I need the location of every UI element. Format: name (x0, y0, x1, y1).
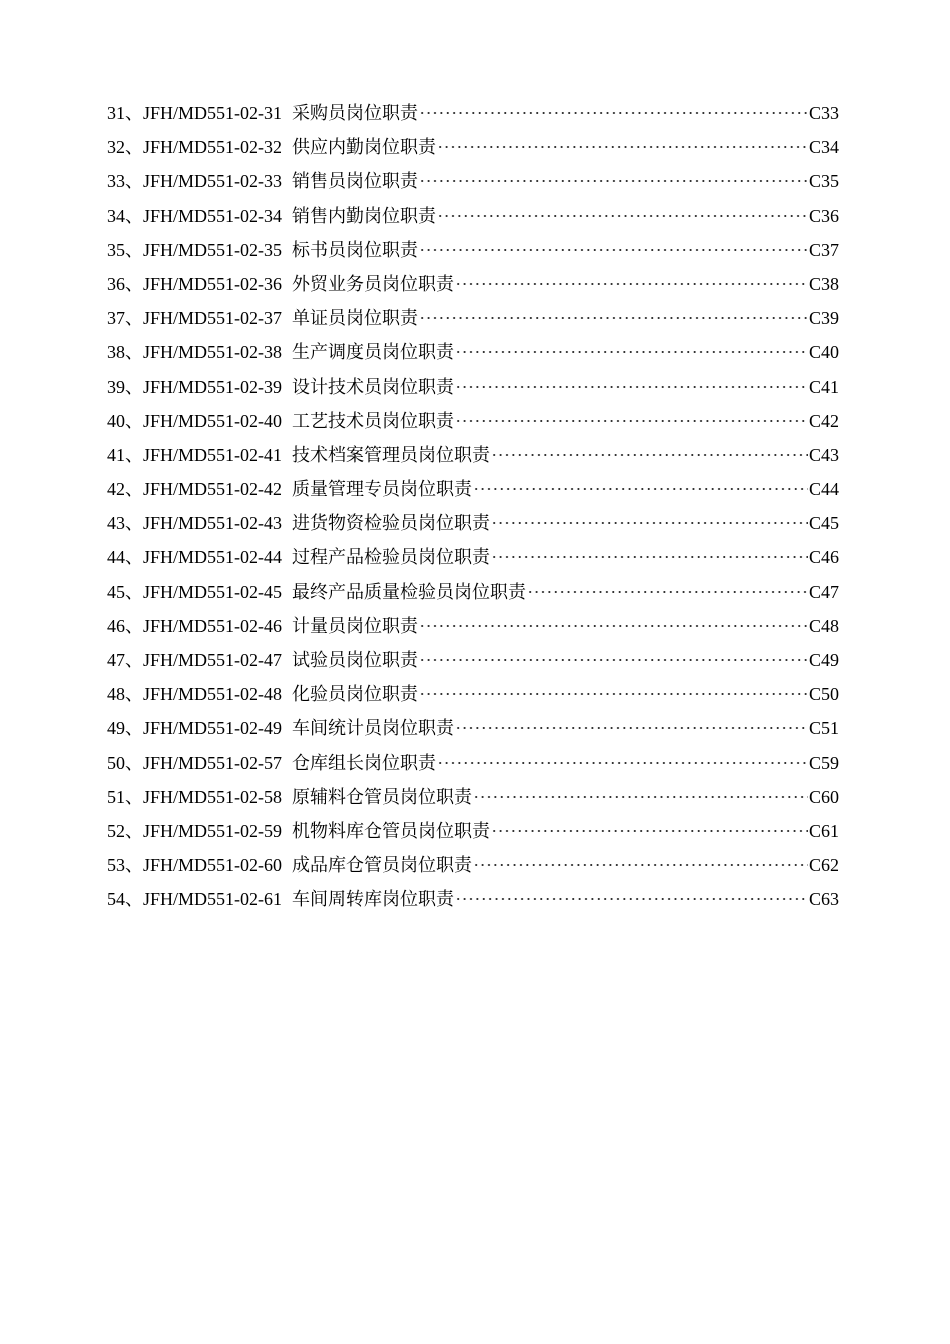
toc-entry[interactable] (107, 438, 839, 472)
toc-entry[interactable] (107, 609, 839, 643)
toc-entry-code: JFH/MD551-02-49 (143, 718, 283, 739)
toc-entry-code: JFH/MD551-02-40 (143, 410, 283, 431)
toc-entry-index: 32、 (107, 137, 143, 158)
toc-entry[interactable] (107, 96, 839, 130)
toc-entry-title: 生产调度员岗位职责 (292, 342, 455, 363)
toc-entry-code: JFH/MD551-02-32 (143, 137, 283, 158)
toc-entry[interactable] (107, 335, 839, 369)
dot-leader (455, 898, 808, 900)
toc-entry[interactable] (107, 746, 839, 780)
toc-entry-page-number: C34 (808, 137, 839, 158)
toc-entry-index: 51、 (107, 786, 143, 807)
dot-leader (419, 625, 808, 627)
toc-entry-code: JFH/MD551-02-41 (143, 444, 283, 465)
toc-entry-page-number: C59 (808, 752, 839, 773)
toc-entry-page-number: C40 (808, 342, 839, 363)
toc-entry-page-number: C38 (808, 273, 839, 294)
toc-entry-index: 35、 (107, 239, 143, 260)
dot-leader (491, 522, 808, 524)
toc-entry-title: 外贸业务员岗位职责 (292, 273, 455, 294)
toc-entry-code: JFH/MD551-02-57 (143, 752, 283, 773)
toc-entry-code: JFH/MD551-02-36 (143, 273, 283, 294)
toc-entry-page-number: C33 (808, 103, 839, 123)
toc-entry-index: 39、 (107, 376, 143, 397)
toc-entry-code: JFH/MD551-02-38 (143, 342, 283, 363)
toc-entry[interactable] (107, 643, 839, 677)
dot-leader (455, 727, 808, 729)
toc-entry[interactable] (107, 301, 839, 335)
dot-leader (455, 386, 808, 388)
toc-entry-code: JFH/MD551-02-61 (143, 889, 283, 910)
dot-leader (419, 249, 808, 251)
toc-entry-code: JFH/MD551-02-45 (143, 581, 283, 602)
toc-entry[interactable] (107, 780, 839, 814)
toc-entry-index: 48、 (107, 684, 143, 705)
dot-leader (419, 180, 808, 182)
toc-entry-title: 试验员岗位职责 (292, 650, 419, 670)
toc-entry-code: JFH/MD551-02-39 (143, 376, 283, 397)
toc-entry[interactable] (107, 233, 839, 267)
toc-entry-page-number: C51 (808, 718, 839, 739)
toc-entry-index: 42、 (107, 479, 143, 500)
toc-entry-page-number: C47 (808, 581, 839, 602)
toc-entry-title: 销售员岗位职责 (292, 171, 419, 192)
toc-entry-code: JFH/MD551-02-44 (143, 547, 283, 568)
toc-entry-title: 仓库组长岗位职责 (292, 752, 437, 773)
toc-entry[interactable] (107, 814, 839, 848)
toc-entry-page-number: C44 (808, 479, 839, 500)
toc-entry[interactable] (107, 404, 839, 438)
toc-entry-code: JFH/MD551-02-48 (143, 684, 283, 705)
toc-entry-index: 38、 (107, 342, 143, 363)
toc-entry-title: 进货物资检验员岗位职责 (292, 513, 491, 534)
toc-entry[interactable] (107, 506, 839, 540)
dot-leader (473, 488, 808, 490)
toc-entry-code: JFH/MD551-02-31 (143, 103, 283, 123)
toc-entry-title: 供应内勤岗位职责 (292, 137, 437, 158)
toc-entry[interactable] (107, 370, 839, 404)
toc-entry[interactable] (107, 882, 839, 916)
toc-entry-index: 49、 (107, 718, 143, 739)
toc-entry[interactable] (107, 164, 839, 198)
toc-entry-index: 44、 (107, 547, 143, 568)
toc-entry-index: 31、 (107, 103, 143, 123)
toc-entry-title: 工艺技术员岗位职责 (292, 410, 455, 431)
dot-leader (527, 591, 808, 593)
toc-entry[interactable] (107, 540, 839, 574)
dot-leader (491, 454, 808, 456)
toc-entry-index: 40、 (107, 410, 143, 431)
toc-entry-code: JFH/MD551-02-46 (143, 615, 283, 636)
toc-entry-page-number: C46 (808, 547, 839, 568)
toc-entry-title: 机物料库仓管员岗位职责 (292, 820, 491, 841)
toc-entry-page-number: C60 (808, 786, 839, 807)
toc-entry-title: 技术档案管理员岗位职责 (292, 444, 491, 465)
dot-leader (437, 146, 808, 148)
toc-entry-title: 过程产品检验员岗位职责 (292, 547, 491, 568)
toc-entry-code: JFH/MD551-02-59 (143, 820, 283, 841)
toc-entry[interactable] (107, 848, 839, 882)
dot-leader (419, 659, 808, 661)
dot-leader (455, 283, 808, 285)
dot-leader (419, 112, 808, 114)
toc-entry-index: 37、 (107, 308, 143, 329)
toc-entry-code: JFH/MD551-02-35 (143, 239, 283, 260)
toc-entry-title: 质量管理专员岗位职责 (292, 479, 473, 500)
toc-entry-page-number: C61 (808, 820, 839, 841)
toc-entry-page-number: C43 (808, 444, 839, 465)
toc-entry-code: JFH/MD551-02-33 (143, 171, 283, 192)
toc-entry-code: JFH/MD551-02-60 (143, 855, 283, 876)
toc-entry-code: JFH/MD551-02-37 (143, 308, 283, 329)
toc-entry-index: 52、 (107, 820, 143, 841)
toc-entry-code: JFH/MD551-02-43 (143, 513, 283, 534)
toc-entry-code: JFH/MD551-02-47 (143, 650, 283, 670)
toc-entry-title: 设计技术员岗位职责 (292, 376, 455, 397)
dot-leader (437, 762, 808, 764)
dot-leader (419, 317, 808, 319)
dot-leader (491, 830, 808, 832)
dot-leader (473, 796, 808, 798)
toc-entry-page-number: C42 (808, 410, 839, 431)
toc-entry-title: 化验员岗位职责 (292, 684, 419, 705)
toc-entry[interactable] (107, 130, 839, 164)
dot-leader (455, 351, 808, 353)
toc-entry-title: 最终产品质量检验员岗位职责 (292, 581, 527, 602)
toc-entry-index: 45、 (107, 581, 143, 602)
toc-entry-title: 车间统计员岗位职责 (292, 718, 455, 739)
toc-entry-title: 成品库仓管员岗位职责 (292, 855, 473, 876)
dot-leader (419, 693, 808, 695)
toc-entry-page-number: C41 (808, 376, 839, 397)
toc-entry-title: 计量员岗位职责 (292, 615, 419, 636)
toc-entry-index: 53、 (107, 855, 143, 876)
toc-entry[interactable] (107, 267, 839, 301)
table-of-contents (107, 96, 839, 917)
toc-entry[interactable] (107, 677, 839, 711)
toc-entry-index: 47、 (107, 650, 143, 670)
toc-entry[interactable] (107, 575, 839, 609)
toc-entry-code: JFH/MD551-02-42 (143, 479, 283, 500)
toc-entry-title: 采购员岗位职责 (292, 103, 419, 123)
toc-entry-page-number: C36 (808, 205, 839, 226)
toc-entry-title: 原辅料仓管员岗位职责 (292, 786, 473, 807)
toc-entry-index: 46、 (107, 615, 143, 636)
toc-entry-code: JFH/MD551-02-58 (143, 786, 283, 807)
toc-entry-page-number: C48 (808, 615, 839, 636)
toc-entry-page-number: C45 (808, 513, 839, 534)
dot-leader (473, 864, 808, 866)
toc-entry-index: 36、 (107, 273, 143, 294)
toc-entry-index: 50、 (107, 752, 143, 773)
toc-entry-index: 33、 (107, 171, 143, 192)
toc-entry-title: 单证员岗位职责 (292, 308, 419, 329)
dot-leader (437, 215, 808, 217)
toc-entry-index: 54、 (107, 889, 143, 910)
toc-entry-code: JFH/MD551-02-34 (143, 205, 283, 226)
toc-entry-title: 车间周转库岗位职责 (292, 889, 455, 910)
toc-entry-page-number: C49 (808, 650, 839, 670)
toc-entry-index: 34、 (107, 205, 143, 226)
dot-leader (455, 420, 808, 422)
toc-entry[interactable] (107, 199, 839, 233)
dot-leader (491, 556, 808, 558)
toc-entry-page-number: C35 (808, 171, 839, 192)
toc-entry-title: 标书员岗位职责 (292, 239, 419, 260)
toc-entry-page-number: C37 (808, 239, 839, 260)
toc-entry-title: 销售内勤岗位职责 (292, 205, 437, 226)
toc-entry-page-number: C62 (808, 855, 839, 876)
toc-entry-page-number: C63 (808, 889, 839, 910)
toc-entry[interactable] (107, 711, 839, 745)
toc-entry-page-number: C50 (808, 684, 839, 705)
toc-entry-page-number: C39 (808, 308, 839, 329)
toc-entry-index: 43、 (107, 513, 143, 534)
toc-entry-index: 41、 (107, 444, 143, 465)
toc-entry[interactable] (107, 472, 839, 506)
